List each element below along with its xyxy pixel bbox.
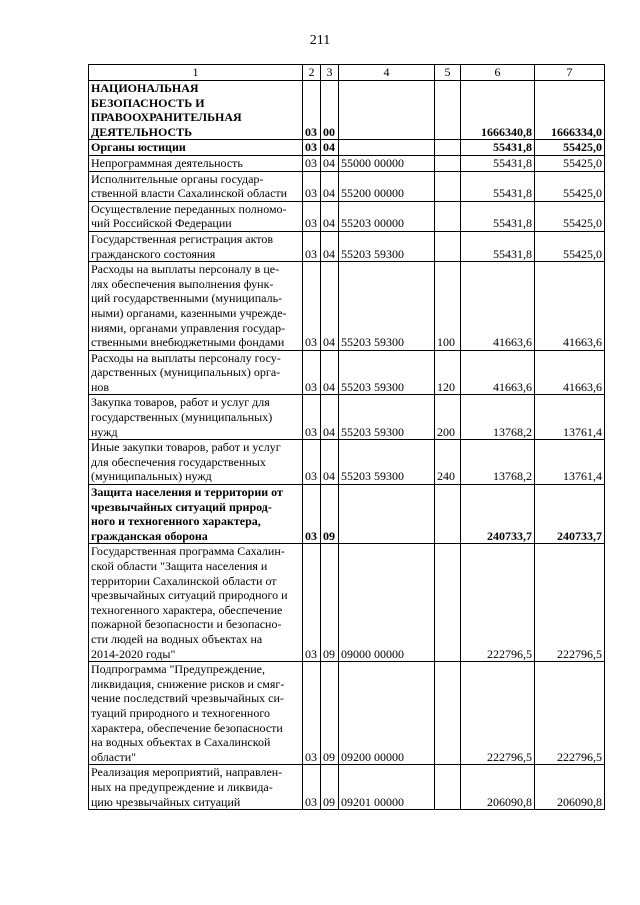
table-row bbox=[89, 140, 605, 156]
target-article-code bbox=[339, 140, 435, 156]
row-description: Защита населения и территории от чрезвычайных ситуаций природ- ного и техногенного характера, гражданская оборона bbox=[89, 485, 303, 544]
table-row bbox=[89, 662, 605, 765]
expense-type-code bbox=[435, 765, 461, 810]
header-cell: 7 bbox=[535, 65, 605, 81]
amount-col6: 55431,8 bbox=[461, 201, 535, 231]
table-row bbox=[89, 395, 605, 440]
row-description: Подпрограмма "Предупреждение, ликвидация, снижение рисков и смяг- чение последствий чрезвычайных си- туаций природного и техногенного характера, обеспечение безопасности на водных объектах в Сахалинской области" bbox=[89, 662, 303, 765]
expense-type-code bbox=[435, 485, 461, 544]
section-code: 03 bbox=[303, 231, 321, 261]
amount-col6: 222796,5 bbox=[461, 544, 535, 662]
section-code: 03 bbox=[303, 201, 321, 231]
row-description: Государственная программа Сахалин- ской области "Защита населения и территории Сахалинской области от чрезвычайных ситуаций природного и техногенного характера, обеспечение пожарной безопасности и безопасно- сти людей на водных объектах на 2014-2020 годы" bbox=[89, 544, 303, 662]
table-row bbox=[89, 440, 605, 485]
table-row bbox=[89, 262, 605, 351]
expense-type-code bbox=[435, 155, 461, 171]
header-cell: 6 bbox=[461, 65, 535, 81]
target-article-code: 09200 00000 bbox=[339, 662, 435, 765]
amount-col6: 55431,8 bbox=[461, 231, 535, 261]
row-description: НАЦИОНАЛЬНАЯ БЕЗОПАСНОСТЬ И ПРАВООХРАНИТЕЛЬНАЯ ДЕЯТЕЛЬНОСТЬ bbox=[89, 81, 303, 140]
amount-col6: 206090,8 bbox=[461, 765, 535, 810]
row-description: Осуществление переданных полномо- чий Российской Федерации bbox=[89, 201, 303, 231]
section-code: 03 bbox=[303, 485, 321, 544]
amount-col6: 1666340,8 bbox=[461, 81, 535, 140]
subsection-code: 09 bbox=[321, 485, 339, 544]
expense-type-code bbox=[435, 81, 461, 140]
target-article-code: 55203 00000 bbox=[339, 201, 435, 231]
table-row bbox=[89, 485, 605, 544]
subsection-code: 04 bbox=[321, 155, 339, 171]
subsection-code: 04 bbox=[321, 262, 339, 351]
expense-type-code: 240 bbox=[435, 440, 461, 485]
amount-col7: 13761,4 bbox=[535, 440, 605, 485]
subsection-code: 09 bbox=[321, 544, 339, 662]
table-row bbox=[89, 201, 605, 231]
target-article-code bbox=[339, 485, 435, 544]
section-code: 03 bbox=[303, 155, 321, 171]
subsection-code: 04 bbox=[321, 231, 339, 261]
table-row bbox=[89, 231, 605, 261]
amount-col6: 222796,5 bbox=[461, 662, 535, 765]
target-article-code: 09000 00000 bbox=[339, 544, 435, 662]
subsection-code: 04 bbox=[321, 395, 339, 440]
target-article-code bbox=[339, 81, 435, 140]
section-code: 03 bbox=[303, 662, 321, 765]
amount-col7: 41663,6 bbox=[535, 262, 605, 351]
section-code: 03 bbox=[303, 81, 321, 140]
target-article-code: 55200 00000 bbox=[339, 171, 435, 201]
subsection-code: 00 bbox=[321, 81, 339, 140]
amount-col7: 55425,0 bbox=[535, 231, 605, 261]
row-description: Иные закупки товаров, работ и услуг для обеспечения государственных (муниципальных) нужд bbox=[89, 440, 303, 485]
amount-col6: 55431,8 bbox=[461, 140, 535, 156]
section-code: 03 bbox=[303, 440, 321, 485]
header-cell: 3 bbox=[321, 65, 339, 81]
section-code: 03 bbox=[303, 140, 321, 156]
expense-type-code: 200 bbox=[435, 395, 461, 440]
target-article-code: 55203 59300 bbox=[339, 395, 435, 440]
row-description: Закупка товаров, работ и услуг для государственных (муниципальных) нужд bbox=[89, 395, 303, 440]
amount-col6: 55431,8 bbox=[461, 171, 535, 201]
header-cell: 1 bbox=[89, 65, 303, 81]
table-row bbox=[89, 765, 605, 810]
expense-type-code: 120 bbox=[435, 350, 461, 395]
subsection-code: 04 bbox=[321, 350, 339, 395]
expense-type-code bbox=[435, 231, 461, 261]
subsection-code: 09 bbox=[321, 765, 339, 810]
amount-col6: 13768,2 bbox=[461, 395, 535, 440]
row-description: Органы юстиции bbox=[89, 140, 303, 156]
row-description: Непрограммная деятельность bbox=[89, 155, 303, 171]
expense-type-code bbox=[435, 171, 461, 201]
table-row bbox=[89, 544, 605, 662]
header-cell: 4 bbox=[339, 65, 435, 81]
table-row bbox=[89, 350, 605, 395]
target-article-code: 09201 00000 bbox=[339, 765, 435, 810]
amount-col7: 55425,0 bbox=[535, 171, 605, 201]
expense-type-code bbox=[435, 662, 461, 765]
budget-table bbox=[88, 64, 605, 810]
subsection-code: 04 bbox=[321, 140, 339, 156]
amount-col7: 222796,5 bbox=[535, 544, 605, 662]
subsection-code: 04 bbox=[321, 171, 339, 201]
expense-type-code: 100 bbox=[435, 262, 461, 351]
amount-col6: 41663,6 bbox=[461, 350, 535, 395]
amount-col7: 13761,4 bbox=[535, 395, 605, 440]
amount-col7: 55425,0 bbox=[535, 155, 605, 171]
subsection-code: 09 bbox=[321, 662, 339, 765]
header-cell: 2 bbox=[303, 65, 321, 81]
section-code: 03 bbox=[303, 350, 321, 395]
section-code: 03 bbox=[303, 765, 321, 810]
target-article-code: 55203 59300 bbox=[339, 440, 435, 485]
section-code: 03 bbox=[303, 544, 321, 662]
section-code: 03 bbox=[303, 395, 321, 440]
row-description: Реализация мероприятий, направлен- ных на предупреждение и ликвида- цию чрезвычайных ситуаций bbox=[89, 765, 303, 810]
target-article-code: 55203 59300 bbox=[339, 262, 435, 351]
subsection-code: 04 bbox=[321, 440, 339, 485]
amount-col6: 13768,2 bbox=[461, 440, 535, 485]
page-number: 211 bbox=[309, 33, 331, 48]
amount-col7: 41663,6 bbox=[535, 350, 605, 395]
row-description: Расходы на выплаты персоналу в це- лях обеспечения выполнения функ- ций государственными (муниципаль- ными) органами, казенными учрежде- ниями, органами управления государ- ственными внебюджетными фондами bbox=[89, 262, 303, 351]
table-row bbox=[89, 155, 605, 171]
section-code: 03 bbox=[303, 262, 321, 351]
target-article-code: 55203 59300 bbox=[339, 350, 435, 395]
section-code: 03 bbox=[303, 171, 321, 201]
table-row bbox=[89, 171, 605, 201]
target-article-code: 55000 00000 bbox=[339, 155, 435, 171]
header-cell: 5 bbox=[435, 65, 461, 81]
row-description: Государственная регистрация актов гражданского состояния bbox=[89, 231, 303, 261]
row-description: Расходы на выплаты персоналу госу- дарственных (муниципальных) орга- нов bbox=[89, 350, 303, 395]
amount-col7: 206090,8 bbox=[535, 765, 605, 810]
table-row bbox=[89, 81, 605, 140]
amount-col6: 41663,6 bbox=[461, 262, 535, 351]
expense-type-code bbox=[435, 544, 461, 662]
expense-type-code bbox=[435, 201, 461, 231]
expense-type-code bbox=[435, 140, 461, 156]
amount-col7: 55425,0 bbox=[535, 201, 605, 231]
target-article-code: 55203 59300 bbox=[339, 231, 435, 261]
amount-col7: 240733,7 bbox=[535, 485, 605, 544]
amount-col7: 1666334,0 bbox=[535, 81, 605, 140]
table-header-row bbox=[89, 65, 605, 81]
subsection-code: 04 bbox=[321, 201, 339, 231]
amount-col7: 222796,5 bbox=[535, 662, 605, 765]
amount-col7: 55425,0 bbox=[535, 140, 605, 156]
amount-col6: 240733,7 bbox=[461, 485, 535, 544]
row-description: Исполнительные органы государ- ственной власти Сахалинской области bbox=[89, 171, 303, 201]
amount-col6: 55431,8 bbox=[461, 155, 535, 171]
